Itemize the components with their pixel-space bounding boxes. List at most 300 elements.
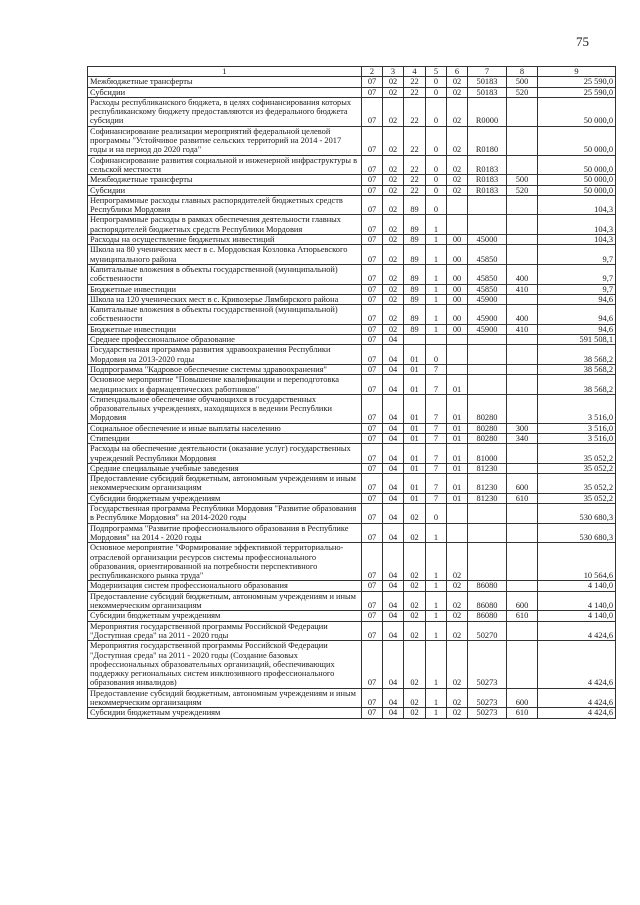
table-row [88,543,616,581]
row-code-cell: 01 [447,444,468,464]
row-code-cell: 01 [404,345,426,365]
row-name-cell: Школа на 120 ученических мест в с. Кривозерье Лямбирского района [88,294,362,304]
row-code-cell: 07 [362,364,383,374]
row-amount-cell: 94,6 [538,324,616,334]
row-code-cell: 89 [404,195,426,215]
row-amount-cell: 104,3 [538,195,616,215]
row-code-cell: 07 [362,591,383,611]
row-code-cell: 50273 [468,688,507,708]
table-row [88,335,616,345]
row-code-cell [507,444,538,464]
row-code-cell: 01 [404,444,426,464]
row-code-cell: 07 [362,345,383,365]
row-code-cell: 07 [362,611,383,621]
row-code-cell: 07 [362,581,383,591]
row-code-cell: 01 [447,423,468,433]
row-code-cell: 02 [447,688,468,708]
row-code-cell: 7 [426,375,447,395]
row-code-cell: 01 [404,433,426,443]
table-row [88,504,616,524]
row-amount-cell: 50 000,0 [538,126,616,155]
row-code-cell: 07 [362,77,383,87]
row-code-cell: 89 [404,294,426,304]
row-amount-cell: 4 424,6 [538,688,616,708]
row-code-cell [447,364,468,374]
table-row [88,641,616,688]
row-code-cell: 02 [447,155,468,175]
row-code-cell: 04 [383,444,404,464]
row-amount-cell: 591 508,1 [538,335,616,345]
row-code-cell: 1 [426,621,447,641]
row-code-cell: 04 [383,504,404,524]
row-code-cell: 0 [426,126,447,155]
table-row [88,305,616,325]
row-name-cell: Софинансирование развития социальной и инженерной инфраструктуры в сельской местности [88,155,362,175]
row-code-cell: 02 [383,294,404,304]
row-code-cell: 22 [404,87,426,97]
row-code-cell: 02 [383,284,404,294]
row-code-cell: 600 [507,688,538,708]
row-code-cell: 02 [383,87,404,97]
table-row [88,294,616,304]
row-code-cell [447,195,468,215]
row-code-cell: 81000 [468,444,507,464]
row-code-cell: 22 [404,185,426,195]
row-code-cell: 610 [507,493,538,503]
row-code-cell: 1 [426,245,447,265]
row-code-cell: 07 [362,394,383,423]
row-amount-cell: 25 590,0 [538,87,616,97]
row-code-cell: 01 [404,394,426,423]
table-row [88,611,616,621]
row-code-cell: 02 [404,708,426,718]
row-code-cell: 07 [362,433,383,443]
row-code-cell: 07 [362,335,383,345]
row-code-cell: 86080 [468,611,507,621]
row-name-cell: Расходы республиканского бюджета, в целях софинансирования которых республиканскому бюджету предоставляются из федерального бюджета субсидии [88,97,362,126]
row-amount-cell: 530 680,3 [538,523,616,543]
row-amount-cell: 4 140,0 [538,591,616,611]
row-code-cell: 07 [362,688,383,708]
row-code-cell: 0 [426,175,447,185]
row-code-cell: 50273 [468,708,507,718]
table-row [88,87,616,97]
row-name-cell: Государственная программа Республики Мордовия "Развитие образования в Республике Мордовия" на 2014-2020 годы [88,504,362,524]
row-code-cell: 02 [383,235,404,245]
row-code-cell [507,504,538,524]
row-code-cell: 610 [507,708,538,718]
row-name-cell: Социальное обеспечение и иные выплаты населению [88,423,362,433]
row-code-cell: 340 [507,433,538,443]
row-code-cell: 07 [362,305,383,325]
row-code-cell: 02 [404,523,426,543]
row-amount-cell: 50 000,0 [538,97,616,126]
row-code-cell: 00 [447,235,468,245]
row-code-cell: 04 [383,581,404,591]
table-row [88,493,616,503]
row-code-cell: 07 [362,264,383,284]
row-code-cell: 410 [507,324,538,334]
row-amount-cell: 4 140,0 [538,611,616,621]
row-amount-cell: 530 680,3 [538,504,616,524]
row-name-cell: Капитальные вложения в объекты государственной (муниципальной) собственности [88,305,362,325]
row-amount-cell: 38 568,2 [538,375,616,395]
row-code-cell: 02 [447,621,468,641]
row-code-cell: 02 [447,611,468,621]
row-code-cell: 07 [362,87,383,97]
row-code-cell: 89 [404,305,426,325]
row-code-cell: 02 [383,215,404,235]
row-code-cell: 7 [426,463,447,473]
row-code-cell: 04 [383,493,404,503]
row-code-cell: 0 [426,97,447,126]
row-amount-cell: 94,6 [538,294,616,304]
row-name-cell: Мероприятия государственной программы Российской Федерации "Доступная среда" на 2011 - 2020 годы [88,621,362,641]
column-header: 2 [362,67,383,77]
table-row [88,155,616,175]
row-amount-cell: 94,6 [538,305,616,325]
row-amount-cell: 3 516,0 [538,394,616,423]
row-code-cell [447,335,468,345]
row-code-cell: 01 [447,433,468,443]
row-code-cell: 0 [426,195,447,215]
row-code-cell [507,235,538,245]
row-code-cell [507,294,538,304]
row-amount-cell: 10 564,6 [538,543,616,581]
column-header: 3 [383,67,404,77]
row-code-cell: 89 [404,284,426,294]
row-name-cell: Подпрограмма "Кадровое обеспечение системы здравоохранения" [88,364,362,374]
row-code-cell [507,641,538,688]
table-row [88,523,616,543]
row-code-cell: 02 [404,543,426,581]
row-code-cell: 81230 [468,493,507,503]
row-code-cell: 1 [426,581,447,591]
row-name-cell: Предоставление субсидий бюджетным, автономным учреждениям и иным некоммерческим организациям [88,688,362,708]
row-code-cell: 45850 [468,284,507,294]
row-code-cell: 7 [426,433,447,443]
row-amount-cell: 104,3 [538,235,616,245]
row-code-cell: 1 [426,284,447,294]
row-code-cell: 07 [362,641,383,688]
row-code-cell: 02 [447,708,468,718]
row-code-cell [507,364,538,374]
table-row [88,364,616,374]
row-amount-cell: 38 568,2 [538,364,616,374]
row-code-cell: 02 [447,581,468,591]
header-row [88,67,616,77]
table-row [88,97,616,126]
table-row [88,621,616,641]
row-code-cell: 07 [362,284,383,294]
row-name-cell: Межбюджетные трансферты [88,175,362,185]
row-amount-cell: 3 516,0 [538,423,616,433]
row-code-cell [447,523,468,543]
row-code-cell: 80280 [468,423,507,433]
row-name-cell: Школа на 80 ученических мест в с. Мордовская Козловка Атюрьевского муниципального района [88,245,362,265]
row-name-cell: Основное мероприятие "Повышение квалификации и переподготовка медицинских и фармацевтических работников" [88,375,362,395]
row-code-cell: 0 [426,77,447,87]
row-code-cell: 02 [383,155,404,175]
row-amount-cell: 9,7 [538,245,616,265]
row-code-cell: 81230 [468,474,507,494]
row-amount-cell: 9,7 [538,284,616,294]
row-code-cell: 07 [362,493,383,503]
table-row [88,345,616,365]
row-code-cell: 02 [447,641,468,688]
table-row [88,235,616,245]
row-code-cell: 7 [426,364,447,374]
table-row [88,324,616,334]
row-amount-cell: 50 000,0 [538,175,616,185]
row-code-cell: 01 [447,463,468,473]
row-code-cell: 04 [383,523,404,543]
row-code-cell: 07 [362,474,383,494]
row-code-cell [468,523,507,543]
row-code-cell: 04 [383,364,404,374]
row-code-cell: 02 [404,591,426,611]
row-code-cell: 02 [383,126,404,155]
row-code-cell: 50183 [468,87,507,97]
row-code-cell: 50183 [468,77,507,87]
row-code-cell [468,543,507,581]
row-code-cell [507,195,538,215]
table-row [88,77,616,87]
row-code-cell: 600 [507,474,538,494]
page-number: 75 [576,34,589,49]
row-code-cell: 07 [362,126,383,155]
row-name-cell: Государственная программа развития здравоохранения Республики Мордовия на 2013-2020 годы [88,345,362,365]
row-code-cell [507,394,538,423]
row-name-cell: Стипендии [88,433,362,443]
row-code-cell: 00 [447,284,468,294]
row-code-cell: 02 [383,195,404,215]
row-code-cell: 45900 [468,294,507,304]
row-code-cell: 01 [404,423,426,433]
row-code-cell: 02 [383,175,404,185]
row-name-cell: Предоставление субсидий бюджетным, автономным учреждениям и иным некоммерческим организациям [88,474,362,494]
row-code-cell: 04 [383,543,404,581]
row-code-cell: 22 [404,97,426,126]
row-name-cell: Софинансирование реализации мероприятий федеральной целевой программы "Устойчивое развитие сельских территорий на 2014 - 2017 годы и на период до 2020 года" [88,126,362,155]
row-code-cell: 81230 [468,463,507,473]
row-code-cell: 07 [362,423,383,433]
row-code-cell: 86080 [468,581,507,591]
row-code-cell: 07 [362,97,383,126]
row-code-cell [468,195,507,215]
table-row [88,264,616,284]
row-code-cell: 45850 [468,245,507,265]
row-code-cell: 07 [362,463,383,473]
row-name-cell: Среднее профессиональное образование [88,335,362,345]
table-row [88,175,616,185]
row-code-cell: 7 [426,474,447,494]
row-name-cell: Субсидии бюджетным учреждениям [88,493,362,503]
row-code-cell: 7 [426,493,447,503]
row-code-cell: 04 [383,463,404,473]
row-code-cell: 410 [507,284,538,294]
table-row [88,245,616,265]
row-code-cell: 02 [447,591,468,611]
row-code-cell: 1 [426,543,447,581]
row-code-cell: 0 [426,345,447,365]
row-code-cell: 04 [383,474,404,494]
row-code-cell: 02 [404,621,426,641]
row-amount-cell: 50 000,0 [538,185,616,195]
row-amount-cell: 25 590,0 [538,77,616,87]
row-code-cell: 89 [404,235,426,245]
row-amount-cell: 35 052,2 [538,474,616,494]
column-header: 8 [507,67,538,77]
row-code-cell: 01 [447,394,468,423]
row-code-cell: 04 [383,641,404,688]
table-row [88,591,616,611]
row-code-cell: 1 [426,641,447,688]
row-code-cell: 02 [404,688,426,708]
row-code-cell: 04 [383,423,404,433]
row-code-cell: R0183 [468,175,507,185]
row-code-cell: 22 [404,175,426,185]
row-name-cell: Предоставление субсидий бюджетным, автономным учреждениям и иным некоммерческим организациям [88,591,362,611]
row-code-cell [507,155,538,175]
row-code-cell: 02 [383,185,404,195]
row-code-cell: 0 [426,504,447,524]
row-code-cell: 07 [362,621,383,641]
table-row [88,688,616,708]
row-code-cell: 01 [447,493,468,503]
row-code-cell: 00 [447,294,468,304]
row-code-cell: 07 [362,375,383,395]
row-code-cell: 04 [383,345,404,365]
row-code-cell: 02 [383,97,404,126]
row-amount-cell: 4 424,6 [538,641,616,688]
row-code-cell [507,581,538,591]
row-code-cell: 02 [383,324,404,334]
row-amount-cell: 4 424,6 [538,708,616,718]
row-code-cell [447,345,468,365]
row-code-cell: 02 [447,185,468,195]
row-name-cell: Мероприятия государственной программы Российской Федерации "Доступная среда" на 2011 - 2020 годы (Создание базовых профессиональных образовательных организаций, обеспечивающих поддержку региональных систем инклюзивного профессионального образования инвалидов) [88,641,362,688]
row-amount-cell: 50 000,0 [538,155,616,175]
row-code-cell: 02 [447,175,468,185]
row-code-cell: 89 [404,215,426,235]
row-code-cell: 02 [404,504,426,524]
row-code-cell [507,126,538,155]
row-name-cell: Межбюджетные трансферты [88,77,362,87]
row-code-cell [426,335,447,345]
table-row [88,195,616,215]
row-code-cell: 01 [404,375,426,395]
row-code-cell [507,335,538,345]
row-code-cell [447,504,468,524]
row-code-cell: 02 [383,77,404,87]
row-name-cell: Субсидии бюджетным учреждениям [88,611,362,621]
row-code-cell: 610 [507,611,538,621]
row-code-cell: 00 [447,264,468,284]
row-code-cell: 7 [426,394,447,423]
row-code-cell: 07 [362,504,383,524]
row-code-cell [507,543,538,581]
row-code-cell: 00 [447,245,468,265]
row-code-cell: 00 [447,324,468,334]
row-name-cell: Основное мероприятие "Формирование эффективной территориально-отраслевой организации ресурсов системы профессионального образования, ориентированной на потребности перспективного республиканского рынка труда" [88,543,362,581]
row-name-cell: Модернизация систем профессионального образования [88,581,362,591]
row-code-cell: 02 [447,87,468,97]
row-code-cell [468,335,507,345]
row-name-cell: Непрограммные расходы главных распорядителей бюджетных средств Республики Мордовия [88,195,362,215]
row-code-cell: 04 [383,611,404,621]
row-code-cell: 02 [447,97,468,126]
table-row [88,126,616,155]
row-code-cell: 1 [426,523,447,543]
row-name-cell: Субсидии бюджетным учреждениям [88,708,362,718]
table-row [88,444,616,464]
row-code-cell: 45900 [468,305,507,325]
row-amount-cell: 4 140,0 [538,581,616,591]
row-code-cell [507,621,538,641]
row-code-cell: 02 [383,245,404,265]
row-name-cell: Субсидии [88,185,362,195]
row-code-cell [468,345,507,365]
table-row [88,284,616,294]
row-code-cell: 02 [447,543,468,581]
table-row [88,463,616,473]
row-amount-cell: 4 424,6 [538,621,616,641]
row-code-cell: 500 [507,175,538,185]
table-row [88,423,616,433]
row-code-cell: 86080 [468,591,507,611]
row-code-cell [507,215,538,235]
row-code-cell: 02 [383,264,404,284]
row-code-cell: 1 [426,235,447,245]
row-code-cell: 02 [447,77,468,87]
row-code-cell: 22 [404,155,426,175]
row-code-cell: 0 [426,87,447,97]
row-code-cell: 1 [426,591,447,611]
row-code-cell: 07 [362,444,383,464]
row-code-cell: 50270 [468,621,507,641]
row-code-cell: 04 [383,394,404,423]
row-code-cell: 22 [404,77,426,87]
row-code-cell [507,245,538,265]
row-code-cell: 07 [362,235,383,245]
row-code-cell: 1 [426,708,447,718]
row-code-cell: 22 [404,126,426,155]
row-code-cell: 04 [383,591,404,611]
row-amount-cell: 104,3 [538,215,616,235]
column-header: 5 [426,67,447,77]
row-code-cell: 07 [362,195,383,215]
row-code-cell: R0183 [468,185,507,195]
row-code-cell: R0180 [468,126,507,155]
row-amount-cell: 38 568,2 [538,345,616,365]
row-code-cell: 00 [447,305,468,325]
row-code-cell: R0000 [468,97,507,126]
row-name-cell: Расходы на осуществление бюджетных инвестиций [88,235,362,245]
row-code-cell: 02 [404,611,426,621]
row-code-cell: 50273 [468,641,507,688]
row-name-cell: Непрограммные расходы в рамках обеспечения деятельности главных распорядителей бюджетных средств Республики Мордовия [88,215,362,235]
row-code-cell: 01 [447,375,468,395]
row-code-cell: 1 [426,215,447,235]
row-code-cell [404,335,426,345]
table-row [88,185,616,195]
row-code-cell: 7 [426,444,447,464]
row-code-cell: 89 [404,324,426,334]
row-code-cell: 45900 [468,324,507,334]
row-code-cell: 07 [362,155,383,175]
row-name-cell: Средние специальные учебные заведения [88,463,362,473]
